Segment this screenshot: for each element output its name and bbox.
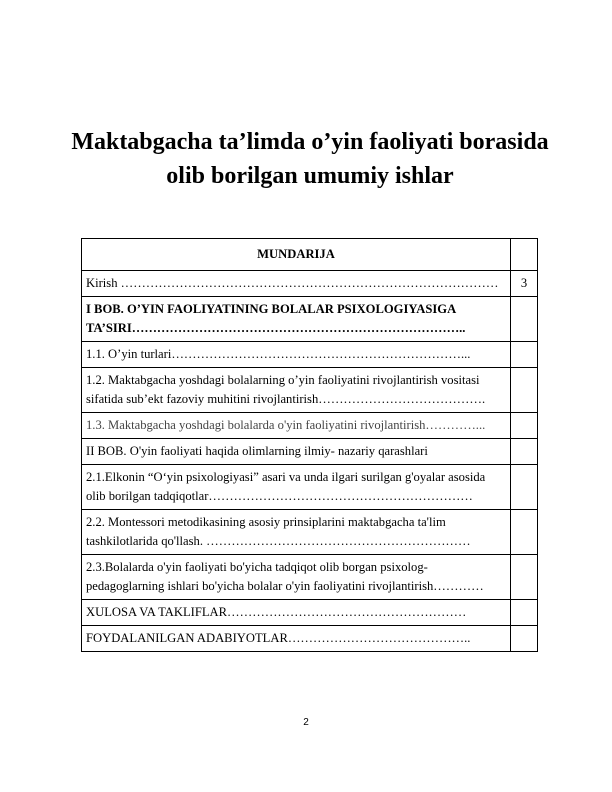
toc-header-row [82, 239, 538, 271]
toc-heading: MUNDARIJA [82, 239, 511, 271]
document-title-line-2: olib borilgan umumiy ishlar [166, 163, 454, 189]
toc-entry-text: 2.2. Montessori metodikasining asosiy prinsiplarini maktabgacha ta'lim tashkilotlarida qo'llash. ……………………………………………………… [82, 510, 511, 555]
toc-entry-page [511, 465, 538, 510]
toc-entry-text: 1.3. Maktabgacha yoshdagi bolalarda o'yin faoliyatini rivojlantirish…………... [82, 413, 511, 439]
toc-entry-page [511, 297, 538, 342]
toc-entry-text: II BOB. O'yin faoliyati haqida olimlarning ilmiy- nazariy qarashlari [82, 439, 511, 465]
toc-entry-text: XULOSA VA TAKLIFLAR………………………………………………… [82, 600, 511, 626]
toc-row-2-1 [82, 465, 538, 510]
toc-row-conclusion [82, 600, 538, 626]
toc-entry-text: 2.3.Bolalarda o'yin faoliyati bo'yicha tadqiqot olib borgan psixolog-pedagoglarning ishlari bo'yicha bolalar o'yin faoliyatini rivojlantirish………… [82, 555, 511, 600]
toc-entry-page [511, 510, 538, 555]
document-title [60, 125, 560, 193]
toc-entry-page [511, 439, 538, 465]
toc-row-1-3 [82, 413, 538, 439]
toc-row-2-2 [82, 510, 538, 555]
toc-entry-page [511, 413, 538, 439]
page-number: 2 [303, 717, 309, 728]
toc-entry-page [511, 555, 538, 600]
toc-entry-text: FOYDALANILGAN ADABIYOTLAR…………………………………….. [82, 626, 511, 652]
toc-row-references [82, 626, 538, 652]
toc-entry-page [511, 626, 538, 652]
toc-entry-page: 3 [511, 271, 538, 297]
toc-row-chapter-1 [82, 297, 538, 342]
table-of-contents [81, 238, 538, 652]
toc-entry-page [511, 368, 538, 413]
toc-row-1-1 [82, 342, 538, 368]
toc-row-chapter-2 [82, 439, 538, 465]
toc-entry-text: Kirish ……………………………………………………………………………… [82, 271, 511, 297]
toc-entry-text: 1.1. O’yin turlari……………………………………………………………... [82, 342, 511, 368]
toc-entry-text: 2.1.Elkonin “O‘yin psixologiyasi” asari va unda ilgari surilgan g'oyalar asosida olib borilgan tadqiqotlar……………………………………………………… [82, 465, 511, 510]
document-title-line-1: Maktabgacha ta’limda o’yin faoliyati borasida [71, 129, 549, 155]
toc-row-introduction [82, 271, 538, 297]
toc-entry-text: 1.2. Maktabgacha yoshdagi bolalarning o’yin faoliyatini rivojlantirish vositasi sifatida sub’ekt fazoviy muhitini rivojlantirish…………………………………. [82, 368, 511, 413]
toc-heading-page-cell [511, 239, 538, 271]
toc-row-2-3 [82, 555, 538, 600]
toc-entry-text: I BOB. O’YIN FAOLIYATINING BOLALAR PSIXOLOGIYASIGA TA’SIRI…………………………………………………………………….. [82, 297, 511, 342]
toc-row-1-2 [82, 368, 538, 413]
toc-entry-page [511, 600, 538, 626]
toc-entry-page [511, 342, 538, 368]
